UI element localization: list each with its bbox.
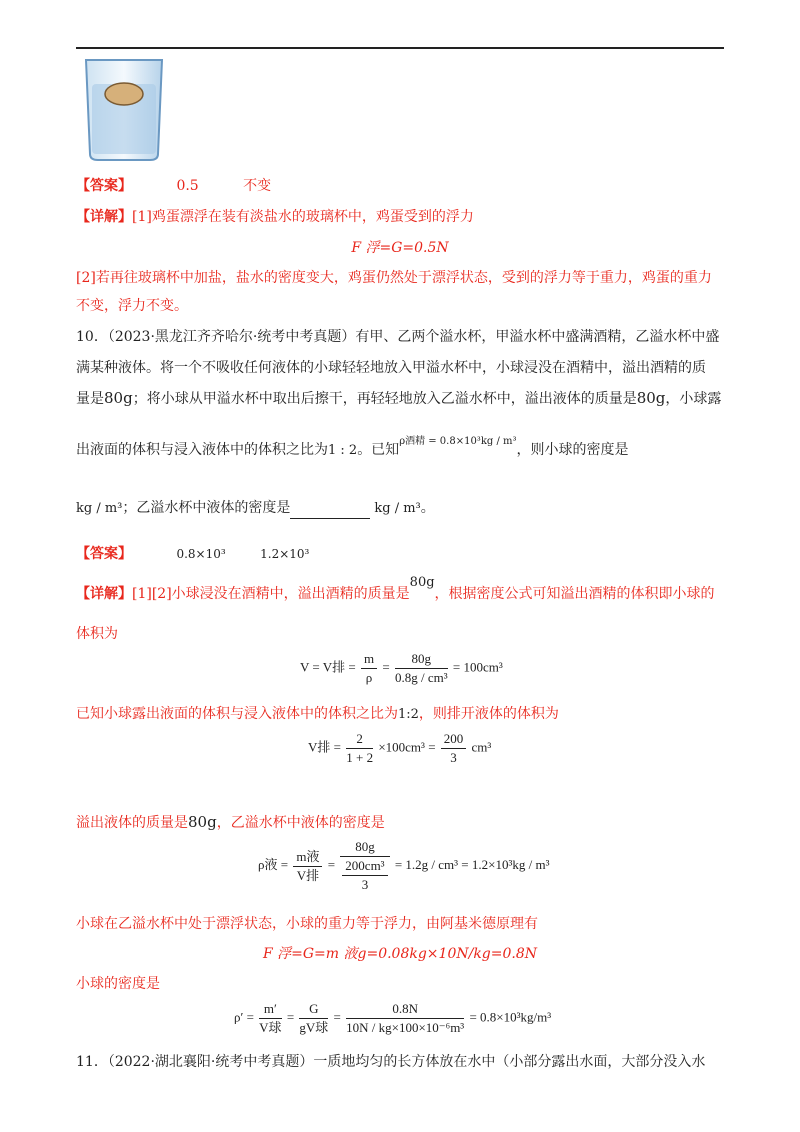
- q10-eq-buoyancy: F 浮=G=m 液g=0.08kg×10N/kg=0.8N: [262, 946, 538, 962]
- q10-detail-3: [76, 704, 724, 725]
- eq-text: cm³: [471, 739, 492, 755]
- denominator: gV球: [299, 1020, 329, 1035]
- text: ，根据密度公式可知溢出酒精的体积即小球的: [434, 586, 715, 602]
- numerator: m液: [293, 848, 322, 867]
- q9-detail-2b: 不变，浮力不变。: [76, 298, 188, 314]
- unit: kg / m³: [374, 501, 421, 516]
- denominator: [340, 857, 389, 894]
- fraction: [346, 1000, 464, 1037]
- q9-eq-1: F 浮=G=0.5N: [351, 240, 449, 256]
- numerator: m: [361, 650, 377, 669]
- denominator: V排: [296, 867, 320, 883]
- q10-detail-1: [76, 575, 724, 605]
- equation-displaced-volume: [308, 730, 491, 767]
- eq-text: ρ液 =: [258, 856, 289, 872]
- numerator: 2: [346, 730, 373, 749]
- fraction: [299, 1000, 328, 1037]
- q9-detail-2a: [2]若再往玻璃杯中加盐，盐水的密度变大，鸡蛋仍然处于漂浮状态，受到的浮力等于重力，鸡蛋的重力: [76, 270, 712, 286]
- numerator: 200: [441, 730, 467, 749]
- text: ，则排开液体的体积为: [418, 706, 559, 722]
- fraction: [342, 857, 387, 894]
- eq-text: V = V排 =: [300, 659, 356, 675]
- beaker-egg-figure: [84, 58, 164, 162]
- q10-detail-6: 小球的密度是: [76, 976, 160, 992]
- q10-detail-2: 体积为: [76, 626, 118, 642]
- denominator: 0.8g / cm³: [394, 670, 448, 685]
- mass-80g: 80g: [409, 575, 435, 590]
- q9-detail-1: [76, 207, 724, 227]
- text: ，小球露: [665, 391, 722, 407]
- text: 出液面的体积与浸入液体中的体积之比为: [76, 442, 328, 458]
- q10-line-1: 10．（2023·黑龙江齐齐哈尔·统考中考真题）有甲、乙两个溢水杯，甲溢水杯中盛满酒精，乙溢水杯中盛: [76, 329, 720, 345]
- answer-1: 0.8×10³: [176, 547, 226, 561]
- eq-text: = 1.2g / cm³ = 1.2×10³kg / m³: [394, 856, 550, 872]
- eq-text: ×100cm³ =: [378, 739, 436, 755]
- fraction: [293, 848, 322, 885]
- denominator: ρ: [365, 670, 373, 685]
- numerator: G: [299, 1000, 328, 1019]
- answer-2: 1.2×10³: [260, 547, 310, 561]
- denominator: 3: [361, 877, 369, 892]
- denominator: 10N / kg×100×10⁻⁶m³: [346, 1020, 465, 1035]
- q9-answer: [76, 176, 724, 196]
- q10-detail-4: [76, 812, 724, 833]
- detail-text: [1]鸡蛋漂浮在装有淡盐水的玻璃杯中，鸡蛋受到的浮力: [132, 209, 474, 225]
- text: ；将小球从甲溢水杯中取出后擦干，再轻轻地放入乙溢水杯中，溢出液体的质量是: [132, 391, 637, 407]
- fraction: [340, 838, 389, 894]
- text: [1][2]小球浸没在酒精中，溢出酒精的质量是: [132, 586, 410, 602]
- denominator: 3: [450, 750, 457, 765]
- text: ；乙溢水杯中液体的密度是: [122, 500, 291, 516]
- denominator: 1 + 2: [346, 750, 374, 765]
- q10-line-5: [76, 498, 724, 519]
- eq-text: ρ′ =: [234, 1009, 254, 1025]
- q10-detail-5: 小球在乙溢水杯中处于漂浮状态，小球的重力等于浮力，由阿基米德原理有: [76, 916, 538, 932]
- numerator: 80g: [395, 650, 448, 669]
- q11-line-1: 11．（2022·湖北襄阳·统考中考真题）一质地均匀的长方体放在水中（小部分露出水面，大部分没入水: [76, 1054, 706, 1070]
- equation-volume: V = V排 = $\frac{m}{\rho}$ = $\frac{80g}{\text{0.8g / cm³}}$ = 100cm³: [300, 651, 503, 685]
- q10-line-2: 满某种液体。将一个不吸收任何液体的小球轻轻地放入甲溢水杯中，小球浸没在酒精中，溢出酒精的质: [76, 360, 706, 376]
- answer-label: 【答案】: [76, 546, 132, 562]
- detail-label: 【详解】: [76, 586, 132, 602]
- answer-2: 不变: [243, 178, 272, 194]
- fraction: [346, 730, 373, 767]
- ratio: 1 : 2: [328, 443, 358, 458]
- answer-1: 0.5: [176, 178, 199, 194]
- header-rule: [76, 47, 724, 49]
- q10-answer: [76, 544, 724, 564]
- unit: kg / m³: [76, 501, 123, 516]
- numerator: 0.8N: [346, 1000, 464, 1019]
- numerator: 80g: [340, 838, 389, 857]
- fraction: [361, 650, 377, 687]
- text: 。: [420, 500, 435, 516]
- equation-liquid-density: ρ液 = $\frac{\text{m液}}{\text{V排}}$ = 80g 200cm³ 3 = 1.2g / cm³ = 1.2×10³kg / m³: [258, 839, 550, 892]
- fraction: [395, 650, 448, 687]
- alcohol-density: ρ酒精 = 0.8×10³kg / m³: [399, 436, 517, 447]
- eq-text: = 100cm³: [452, 659, 503, 675]
- answer-blank: [290, 504, 370, 519]
- eq-text: = 0.8×10³kg/m³: [469, 1009, 552, 1025]
- fraction: [441, 730, 467, 767]
- ratio: 1:2: [398, 707, 419, 722]
- denominator: V球: [259, 1020, 282, 1035]
- q10-line-4: [76, 436, 724, 462]
- mass-80g: 80g: [104, 389, 133, 407]
- text: 已知小球露出液面的体积与浸入液体中的体积之比为: [76, 706, 398, 722]
- mass-80g: 80g: [188, 813, 217, 831]
- mass-80g: 80g: [636, 389, 666, 407]
- eq-text: V排 =: [308, 739, 341, 755]
- q10-line-3: [76, 388, 724, 409]
- equation-ball-density: ρ′ = $\frac{m'}{\text{V球}}$ = $\frac{G}{\text{gV球}}$ = $\frac{0.8N}{\text{10N / kg×100×10⁻⁶m³}}$ = 0.8×10³kg/m³: [234, 1001, 552, 1035]
- fraction: [259, 1000, 281, 1037]
- text: 。已知: [357, 442, 400, 458]
- text: ，乙溢水杯中液体的密度是: [216, 815, 385, 831]
- text: ，则小球的密度是: [516, 442, 629, 458]
- numerator: 200cm³: [342, 857, 387, 876]
- detail-label: 【详解】: [76, 209, 132, 225]
- numerator: m′: [259, 1000, 281, 1019]
- text: 溢出液体的质量是: [76, 815, 188, 831]
- answer-label: 【答案】: [76, 178, 132, 194]
- text: 量是: [76, 391, 104, 407]
